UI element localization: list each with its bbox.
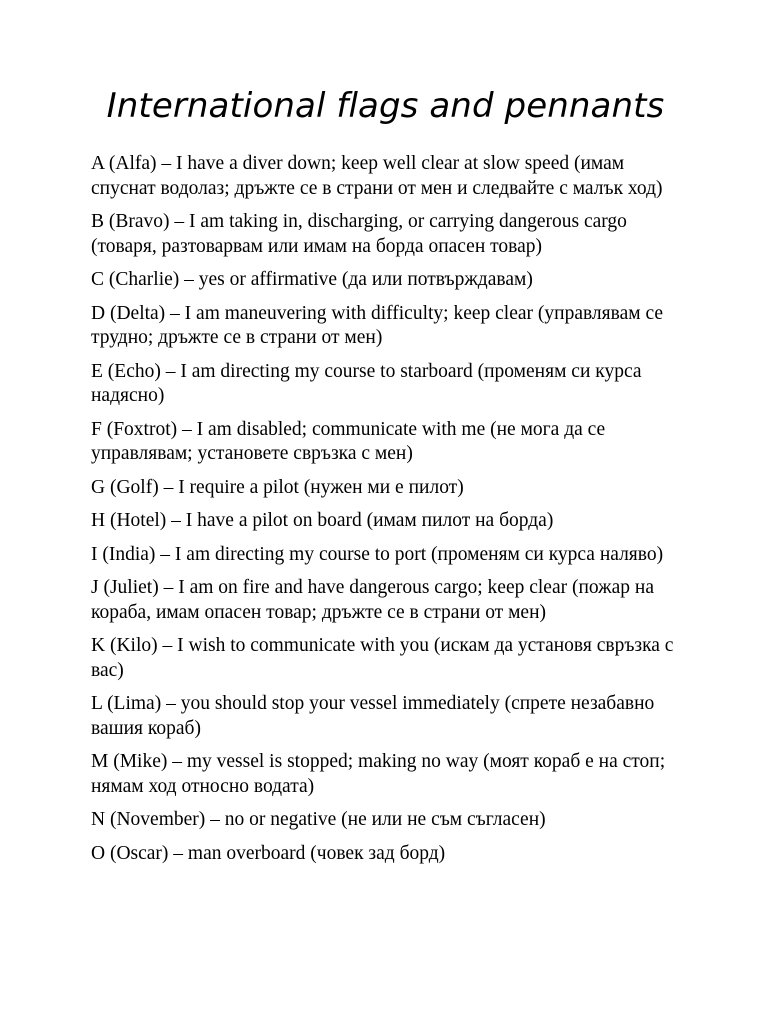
flag-entry-kilo: K (Kilo) – I wish to communicate with you (искам да установя свръзка с вас) <box>91 635 674 681</box>
flag-entry-echo: E (Echo) – I am directing my course to starboard (променям си курса надясно) <box>91 360 642 406</box>
flag-entry-alfa: A (Alfa) – I have a diver down; keep well clear at slow speed (имам спуснат водолаз; дръжте се в страни от мен и следвайте с малък ход) <box>91 153 663 199</box>
flag-entry-juliet: J (Juliet) – I am on fire and have dangerous cargo; keep clear (пожар на кораба, имам опасен товар; дръжте се в страни от мен) <box>91 577 655 623</box>
flag-entry-golf: G (Golf) – I require a pilot (нужен ми е пилот) <box>91 476 464 498</box>
flag-entry-india: I (India) – I am directing my course to port (променям си курса наляво) <box>91 543 664 565</box>
flag-entry-foxtrot: F (Foxtrot) – I am disabled; communicate with me (не мога да се управлявам; установете свръзка с мен) <box>91 418 606 464</box>
flag-entry-mike: M (Mike) – my vessel is stopped; making no way (моят кораб е на стоп; нямам ход относно водата) <box>91 751 666 797</box>
flag-list <box>91 152 680 866</box>
flag-entry-hotel: H (Hotel) – I have a pilot on board (имам пилот на борда) <box>91 510 554 531</box>
document-title: International flags and pennants <box>106 86 665 126</box>
flag-entry-charlie: C (Charlie) – yes or affirmative (да или потвърждавам) <box>91 269 533 290</box>
flag-entry-november: N (November) – no or negative (не или не съм съгласен) <box>91 809 546 830</box>
flag-entry-oscar: O (Oscar) – man overboard (човек зад борд) <box>91 842 446 864</box>
flag-entry-delta: D (Delta) – I am maneuvering with difficulty; keep clear (управлявам се трудно; дръжте се в страни от мен) <box>91 302 663 348</box>
flag-entry-lima: L (Lima) – you should stop your vessel immediately (спрете незабавно вашия кораб) <box>91 693 655 739</box>
flag-entry-bravo: B (Bravo) – I am taking in, discharging, or carrying dangerous cargo (товаря, разтоварвам или имам на борда опасен товар) <box>91 211 627 257</box>
